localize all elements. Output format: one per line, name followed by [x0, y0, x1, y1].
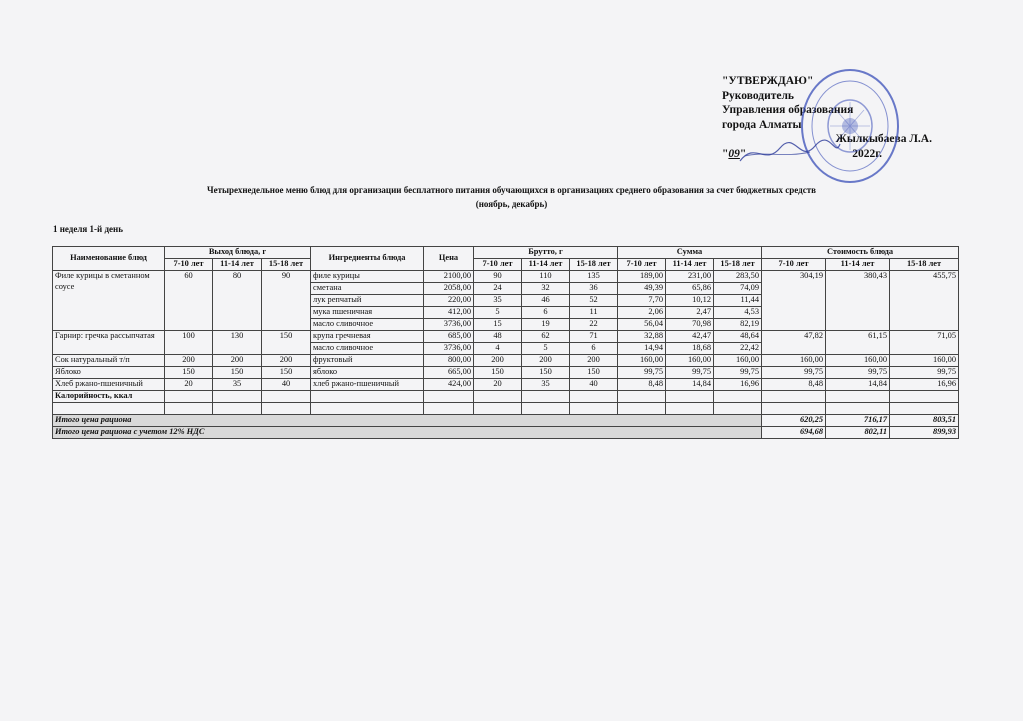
- sum-cell: 8,48: [618, 379, 666, 391]
- brutto-cell: 36: [570, 283, 618, 295]
- sum-cell: 189,00: [618, 271, 666, 283]
- calories-row: [53, 391, 959, 403]
- ingredient-cell: филе курицы: [311, 271, 424, 283]
- table-row: [53, 331, 959, 343]
- sum-cell: 82,19: [714, 319, 762, 331]
- cost-cell: 160,00: [762, 355, 826, 367]
- document-title: Четырехнедельное меню блюд для организации бесплатного питания обучающихся в организациях среднего образования за счет бюджетных средств: [206, 185, 817, 195]
- sum-cell: 160,00: [714, 355, 762, 367]
- sum-cell: 42,47: [666, 331, 714, 343]
- dish-name-cell: Хлеб ржано-пшеничный: [53, 379, 165, 391]
- empty-cell: [714, 403, 762, 415]
- output-cell: 20: [165, 379, 213, 391]
- brutto-cell: 20: [474, 379, 522, 391]
- brutto-cell: 35: [474, 295, 522, 307]
- cost-cell: 71,05: [890, 331, 959, 355]
- brutto-cell: 150: [522, 367, 570, 379]
- sum-cell: 65,86: [666, 283, 714, 295]
- output-cell: 35: [213, 379, 262, 391]
- cost-cell: 160,00: [890, 355, 959, 367]
- age-header: 7-10 лет: [618, 259, 666, 271]
- total-value: 716,17: [826, 415, 890, 427]
- price-cell: 2100,00: [424, 271, 474, 283]
- brutto-cell: 150: [570, 367, 618, 379]
- output-cell: 150: [165, 367, 213, 379]
- brutto-cell: 5: [522, 343, 570, 355]
- empty-cell: [618, 403, 666, 415]
- ingredient-cell: хлеб ржано-пшеничный: [311, 379, 424, 391]
- cost-cell: 61,15: [826, 331, 890, 355]
- brutto-cell: 46: [522, 295, 570, 307]
- brutto-cell: 71: [570, 331, 618, 343]
- sum-cell: 11,44: [714, 295, 762, 307]
- price-cell: 2058,00: [424, 283, 474, 295]
- sum-cell: 283,50: [714, 271, 762, 283]
- sum-cell: 99,75: [618, 367, 666, 379]
- brutto-cell: 15: [474, 319, 522, 331]
- approval-position: Руководитель: [722, 89, 794, 102]
- empty-cell: [890, 391, 959, 403]
- ingredient-cell: фруктовый: [311, 355, 424, 367]
- cost-cell: 14,84: [826, 379, 890, 391]
- document-subtitle: (ноябрь, декабрь): [475, 199, 548, 209]
- age-header: 7-10 лет: [165, 259, 213, 271]
- empty-cell: [714, 391, 762, 403]
- week-day-label: 1 неделя 1-й день: [53, 224, 123, 234]
- header-dish-name: Наименование блюд: [53, 247, 165, 271]
- empty-cell: [762, 403, 826, 415]
- menu-table-body: [53, 271, 959, 439]
- approval-heading: "УТВЕРЖДАЮ": [722, 75, 814, 87]
- table-row: [53, 379, 959, 391]
- ingredient-cell: мука пшеничная: [311, 307, 424, 319]
- cost-cell: 99,75: [762, 367, 826, 379]
- output-cell: 60: [165, 271, 213, 331]
- sum-cell: 16,96: [714, 379, 762, 391]
- brutto-cell: 110: [522, 271, 570, 283]
- sum-cell: 49,39: [618, 283, 666, 295]
- output-cell: 80: [213, 271, 262, 331]
- brutto-cell: 135: [570, 271, 618, 283]
- age-header: 11-14 лет: [522, 259, 570, 271]
- total-label: Итого цена рациона: [53, 415, 762, 427]
- brutto-cell: 40: [570, 379, 618, 391]
- ingredient-cell: крупа гречневая: [311, 331, 424, 343]
- sum-cell: 18,68: [666, 343, 714, 355]
- empty-cell: [474, 403, 522, 415]
- brutto-cell: 52: [570, 295, 618, 307]
- cost-cell: 304,19: [762, 271, 826, 331]
- approval-department: Управления образования: [722, 104, 854, 116]
- total-value: 899,93: [890, 427, 959, 439]
- total-row: [53, 427, 959, 439]
- age-header: 15-18 лет: [890, 259, 959, 271]
- brutto-cell: 19: [522, 319, 570, 331]
- price-cell: 3736,00: [424, 319, 474, 331]
- empty-cell: [311, 391, 424, 403]
- header-output: Выход блюда, г: [165, 247, 311, 259]
- brutto-cell: 6: [522, 307, 570, 319]
- total-value: 803,51: [890, 415, 959, 427]
- cost-cell: 16,96: [890, 379, 959, 391]
- calories-label: Калорийность, ккал: [53, 391, 165, 403]
- table-row: [53, 355, 959, 367]
- total-value: 620,25: [762, 415, 826, 427]
- empty-cell: [213, 403, 262, 415]
- total-value: 802,11: [826, 427, 890, 439]
- ingredient-cell: масло сливочное: [311, 343, 424, 355]
- output-cell: 200: [262, 355, 311, 367]
- age-header: 15-18 лет: [262, 259, 311, 271]
- price-cell: 685,00: [424, 331, 474, 343]
- cost-cell: 455,75: [890, 271, 959, 331]
- brutto-cell: 200: [522, 355, 570, 367]
- approval-city: города Алматы: [722, 118, 802, 131]
- output-cell: 130: [213, 331, 262, 355]
- sum-cell: 99,75: [714, 367, 762, 379]
- brutto-cell: 48: [474, 331, 522, 343]
- empty-cell: [570, 391, 618, 403]
- sum-cell: 160,00: [618, 355, 666, 367]
- cost-cell: 99,75: [890, 367, 959, 379]
- brutto-cell: 200: [474, 355, 522, 367]
- output-cell: 90: [262, 271, 311, 331]
- empty-cell: [165, 403, 213, 415]
- empty-cell: [666, 403, 714, 415]
- date-day: 09: [728, 147, 740, 160]
- price-cell: 800,00: [424, 355, 474, 367]
- sum-cell: 2,47: [666, 307, 714, 319]
- age-header: 15-18 лет: [570, 259, 618, 271]
- brutto-cell: 6: [570, 343, 618, 355]
- output-cell: 200: [213, 355, 262, 367]
- header-brutto: Брутто, г: [474, 247, 618, 259]
- cost-cell: 47,82: [762, 331, 826, 355]
- date-year: 2022г.: [852, 147, 882, 160]
- output-cell: 40: [262, 379, 311, 391]
- empty-cell: [424, 391, 474, 403]
- age-header: 11-14 лет: [213, 259, 262, 271]
- menu-table: [52, 246, 959, 439]
- dish-name-cell: Филе курицы в сметанном соусе: [53, 271, 165, 331]
- table-row: [53, 271, 959, 283]
- table-row: [53, 367, 959, 379]
- price-cell: 665,00: [424, 367, 474, 379]
- ingredient-cell: яблоко: [311, 367, 424, 379]
- empty-cell: [618, 391, 666, 403]
- header-price: Цена: [424, 247, 474, 271]
- header-ingredients: Ингредиенты блюда: [311, 247, 424, 271]
- total-label: Итого цена рациона с учетом 12% НДС: [53, 427, 762, 439]
- empty-cell: [666, 391, 714, 403]
- output-cell: 100: [165, 331, 213, 355]
- empty-cell: [213, 391, 262, 403]
- header-cost: Стоимость блюда: [762, 247, 959, 259]
- sum-cell: 231,00: [666, 271, 714, 283]
- dish-name-cell: Яблоко: [53, 367, 165, 379]
- sum-cell: 48,64: [714, 331, 762, 343]
- header-sum: Сумма: [618, 247, 762, 259]
- age-header: 11-14 лет: [826, 259, 890, 271]
- total-row: [53, 415, 959, 427]
- sum-cell: 99,75: [666, 367, 714, 379]
- price-cell: 3736,00: [424, 343, 474, 355]
- sum-cell: 74,09: [714, 283, 762, 295]
- cost-cell: 8,48: [762, 379, 826, 391]
- output-cell: 150: [262, 367, 311, 379]
- brutto-cell: 5: [474, 307, 522, 319]
- brutto-cell: 90: [474, 271, 522, 283]
- empty-cell: [570, 403, 618, 415]
- brutto-cell: 62: [522, 331, 570, 343]
- sum-cell: 22,42: [714, 343, 762, 355]
- brutto-cell: 22: [570, 319, 618, 331]
- sum-cell: 56,04: [618, 319, 666, 331]
- sum-cell: 70,98: [666, 319, 714, 331]
- output-cell: 150: [213, 367, 262, 379]
- cost-cell: 160,00: [826, 355, 890, 367]
- ingredient-cell: лук репчатый: [311, 295, 424, 307]
- cost-cell: 380,43: [826, 271, 890, 331]
- empty-cell: [262, 391, 311, 403]
- empty-row: [53, 403, 959, 415]
- age-header: 15-18 лет: [714, 259, 762, 271]
- signer-name: Жылкыбаева Л.А.: [835, 133, 932, 145]
- sum-cell: 2,06: [618, 307, 666, 319]
- ingredient-cell: масло сливочное: [311, 319, 424, 331]
- brutto-cell: 35: [522, 379, 570, 391]
- brutto-cell: 200: [570, 355, 618, 367]
- sum-cell: 32,88: [618, 331, 666, 343]
- age-header: 7-10 лет: [474, 259, 522, 271]
- empty-cell: [262, 403, 311, 415]
- empty-cell: [424, 403, 474, 415]
- empty-cell: [474, 391, 522, 403]
- brutto-cell: 11: [570, 307, 618, 319]
- sum-cell: 7,70: [618, 295, 666, 307]
- empty-cell: [522, 403, 570, 415]
- brutto-cell: 24: [474, 283, 522, 295]
- sum-cell: 160,00: [666, 355, 714, 367]
- age-header: 11-14 лет: [666, 259, 714, 271]
- empty-cell: [53, 403, 165, 415]
- empty-cell: [890, 403, 959, 415]
- price-cell: 220,00: [424, 295, 474, 307]
- empty-cell: [826, 403, 890, 415]
- approval-date: "09" 2022г.: [722, 147, 882, 160]
- brutto-cell: 150: [474, 367, 522, 379]
- empty-cell: [311, 403, 424, 415]
- signature-scribble: [735, 136, 845, 171]
- dish-name-cell: Гарнир: гречка рассыпчатая: [53, 331, 165, 355]
- empty-cell: [762, 391, 826, 403]
- dish-name-cell: Сок натуральный т/п: [53, 355, 165, 367]
- empty-cell: [522, 391, 570, 403]
- brutto-cell: 4: [474, 343, 522, 355]
- brutto-cell: 32: [522, 283, 570, 295]
- price-cell: 412,00: [424, 307, 474, 319]
- output-cell: 150: [262, 331, 311, 355]
- empty-cell: [826, 391, 890, 403]
- empty-cell: [165, 391, 213, 403]
- sum-cell: 14,94: [618, 343, 666, 355]
- price-cell: 424,00: [424, 379, 474, 391]
- table-header-row: [53, 247, 959, 259]
- total-value: 694,68: [762, 427, 826, 439]
- age-header: 7-10 лет: [762, 259, 826, 271]
- sum-cell: 10,12: [666, 295, 714, 307]
- output-cell: 200: [165, 355, 213, 367]
- ingredient-cell: сметана: [311, 283, 424, 295]
- sum-cell: 14,84: [666, 379, 714, 391]
- cost-cell: 99,75: [826, 367, 890, 379]
- table-subheader-row: [53, 259, 959, 271]
- sum-cell: 4,53: [714, 307, 762, 319]
